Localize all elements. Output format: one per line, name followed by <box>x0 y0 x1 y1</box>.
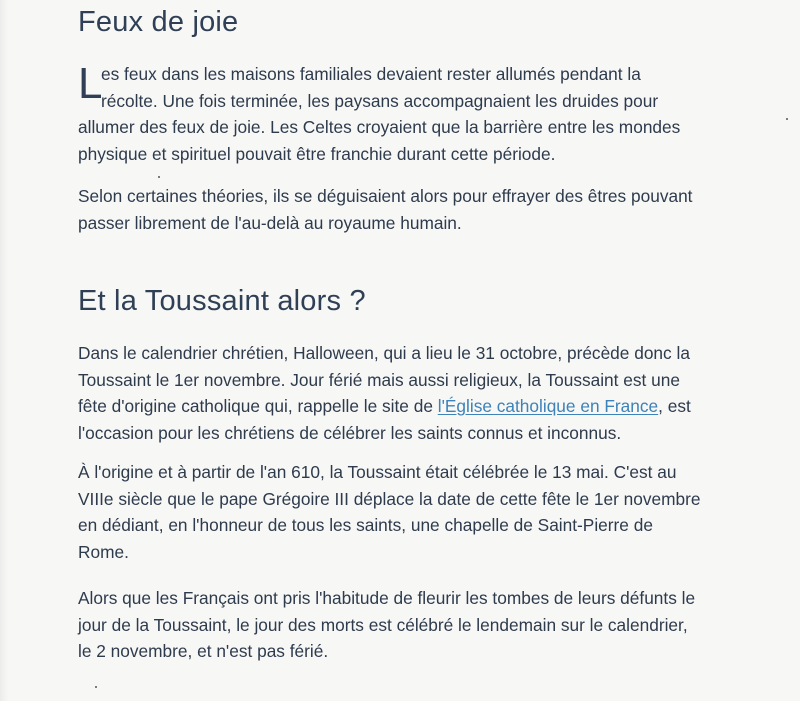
scan-speck <box>786 118 788 120</box>
paragraph-line-with-link <box>78 393 728 420</box>
paragraph-line: en dédiant, en l'honneur de tous les saints, une chapelle de Saint-Pierre de <box>78 515 653 535</box>
paragraph-line: récolte. Une fois terminée, les paysans accompagnaient les druides pour <box>101 90 659 111</box>
paragraph-line: jour de la Toussaint, le jour des morts est célébré le lendemain sur le calendrier, <box>78 614 688 635</box>
scan-page-edge <box>0 0 8 701</box>
paragraph-line: l'occasion pour les chrétiens de célébrer les saints connus et inconnus. <box>78 422 622 443</box>
paragraph-line: Alors que les Français ont pris l'habitude de fleurir les tombes de leurs défunts le <box>78 588 696 608</box>
paragraph-line: passer librement de l'au-delà au royaume humain. <box>78 212 462 233</box>
paragraph-line: allumer des feux de joie. Les Celtes croyaient que la barrière entre les mondes <box>78 117 681 137</box>
paragraph-line: Toussaint le 1er novembre. Jour férié mais aussi religieux, la Toussaint est une <box>78 369 680 390</box>
paragraph-theories <box>78 183 728 236</box>
eglise-catholique-link[interactable]: l'Église catholique en France <box>437 396 659 416</box>
section-heading-toussaint: Et la Toussaint alors ? <box>78 285 366 317</box>
paragraph-line: À l'origine et à partir de l'an 610, la Toussaint était célébrée le 13 mai. C'est au <box>78 462 677 482</box>
paragraph-line: physique et spirituel pouvait être franchie durant cette période. <box>78 143 556 164</box>
drop-cap-letter: L <box>78 59 103 108</box>
paragraph-line: VIIIe siècle que le pape Grégoire III déplace la date de cette fête le 1er novembre <box>78 488 701 509</box>
paragraph-feux <box>78 61 728 167</box>
text-segment: fête d'origine catholique qui, rappelle le site de <box>78 396 438 416</box>
paragraph-calendrier <box>78 340 728 446</box>
section-heading-feux-de-joie: Feux de joie <box>78 6 239 38</box>
paragraph-origine <box>78 459 728 565</box>
paragraph-line: le 2 novembre, et n'est pas férié. <box>78 641 329 661</box>
text-segment: , est <box>658 396 691 416</box>
paragraph-line: Dans le calendrier chrétien, Halloween, qui a lieu le 31 octobre, précède donc la <box>78 343 690 363</box>
paragraph-line: Rome. <box>78 541 129 562</box>
paragraph-jour-des-morts <box>78 585 728 665</box>
scan-speck <box>95 686 97 688</box>
paragraph-line: Selon certaines théories, ils se déguisaient alors pour effrayer des êtres pouvant <box>78 186 693 206</box>
scan-speck <box>158 176 160 178</box>
paragraph-line: es feux dans les maisons familiales devaient rester allumés pendant la <box>101 64 641 84</box>
